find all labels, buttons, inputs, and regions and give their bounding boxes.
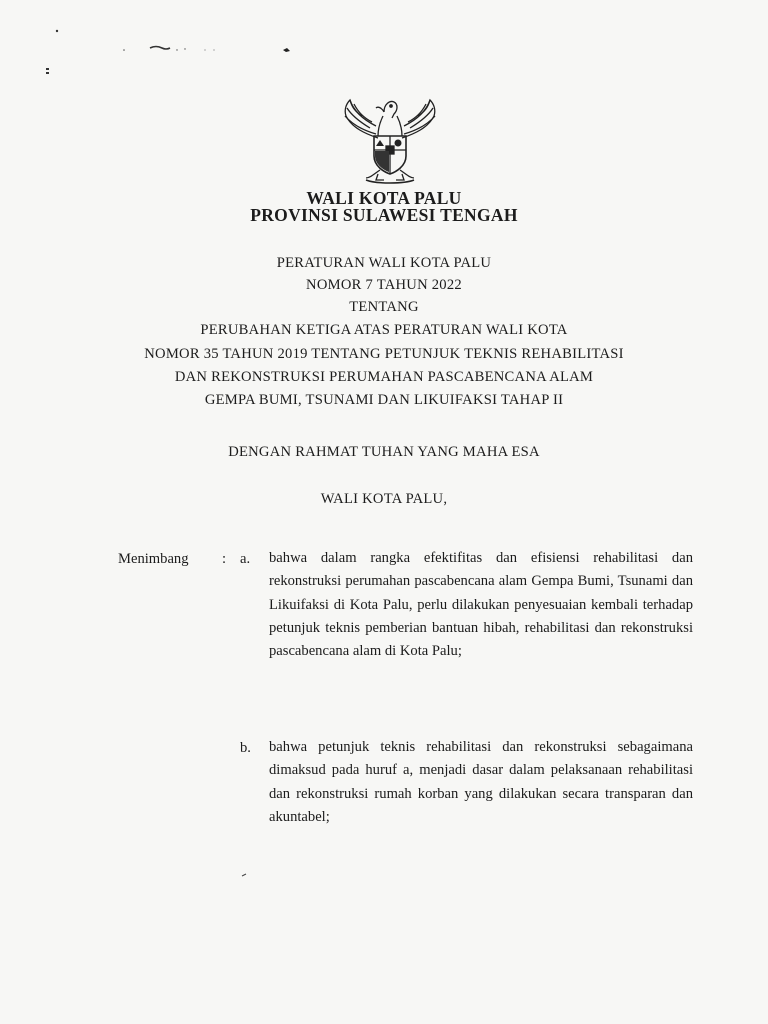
letterhead-province: PROVINSI SULAWESI TENGAH xyxy=(250,205,518,225)
blessing-statement: DENGAN RAHMAT TUHAN YANG MAHA ESA xyxy=(228,444,540,460)
scan-speck xyxy=(240,872,250,878)
item-marker-b: b. xyxy=(240,740,251,756)
considering-colon: : xyxy=(222,551,227,567)
considering-item-a-text: bahwa dalam rangka efektifitas dan efisiensi rehabilitasi dan rekonstruksi perumahan pascabencana alam Gempa Bumi, Tsunami dan Likuifaksi di Kota Palu, perlu dilakukan penyesuaian kembali terhadap petunjuk teknis pemberian bantuan hibah, rehabilitasi dan rekonstruksi pascabencana alam di Kota Palu; xyxy=(269,550,693,660)
letterhead-title: WALI KOTA PALU xyxy=(306,188,462,208)
regulation-subject-line: GEMPA BUMI, TSUNAMI DAN LIKUIFAKSI TAHAP II xyxy=(204,392,564,408)
regulation-subject-line: PERUBAHAN KETIGA ATAS PERATURAN WALI KOTA xyxy=(200,322,568,338)
regulation-about-label: TENTANG xyxy=(349,299,419,315)
garuda-emblem-icon xyxy=(336,94,444,186)
regulation-subject-line: NOMOR 35 TAHUN 2019 TENTANG PETUNJUK TEKNIS REHABILITASI xyxy=(144,346,624,362)
item-marker-a: a. xyxy=(240,551,251,567)
regulation-number: NOMOR 7 TAHUN 2022 xyxy=(306,277,462,293)
considering-item-b-text: bahwa petunjuk teknis rehabilitasi dan rekonstruksi sebagaimana dimaksud pada huruf a, menjadi dasar dalam pelaksanaan rehabilitasi dan rekonstruksi rumah korban yang dilakukan secara transparan dan akuntabel; xyxy=(269,739,693,825)
regulation-subject-line: DAN REKONSTRUKSI PERUMAHAN PASCABENCANA ALAM xyxy=(174,369,594,385)
regulation-type: PERATURAN WALI KOTA PALU xyxy=(276,255,492,271)
authority-statement: WALI KOTA PALU, xyxy=(320,491,448,507)
considering-label: Menimbang xyxy=(118,551,189,567)
